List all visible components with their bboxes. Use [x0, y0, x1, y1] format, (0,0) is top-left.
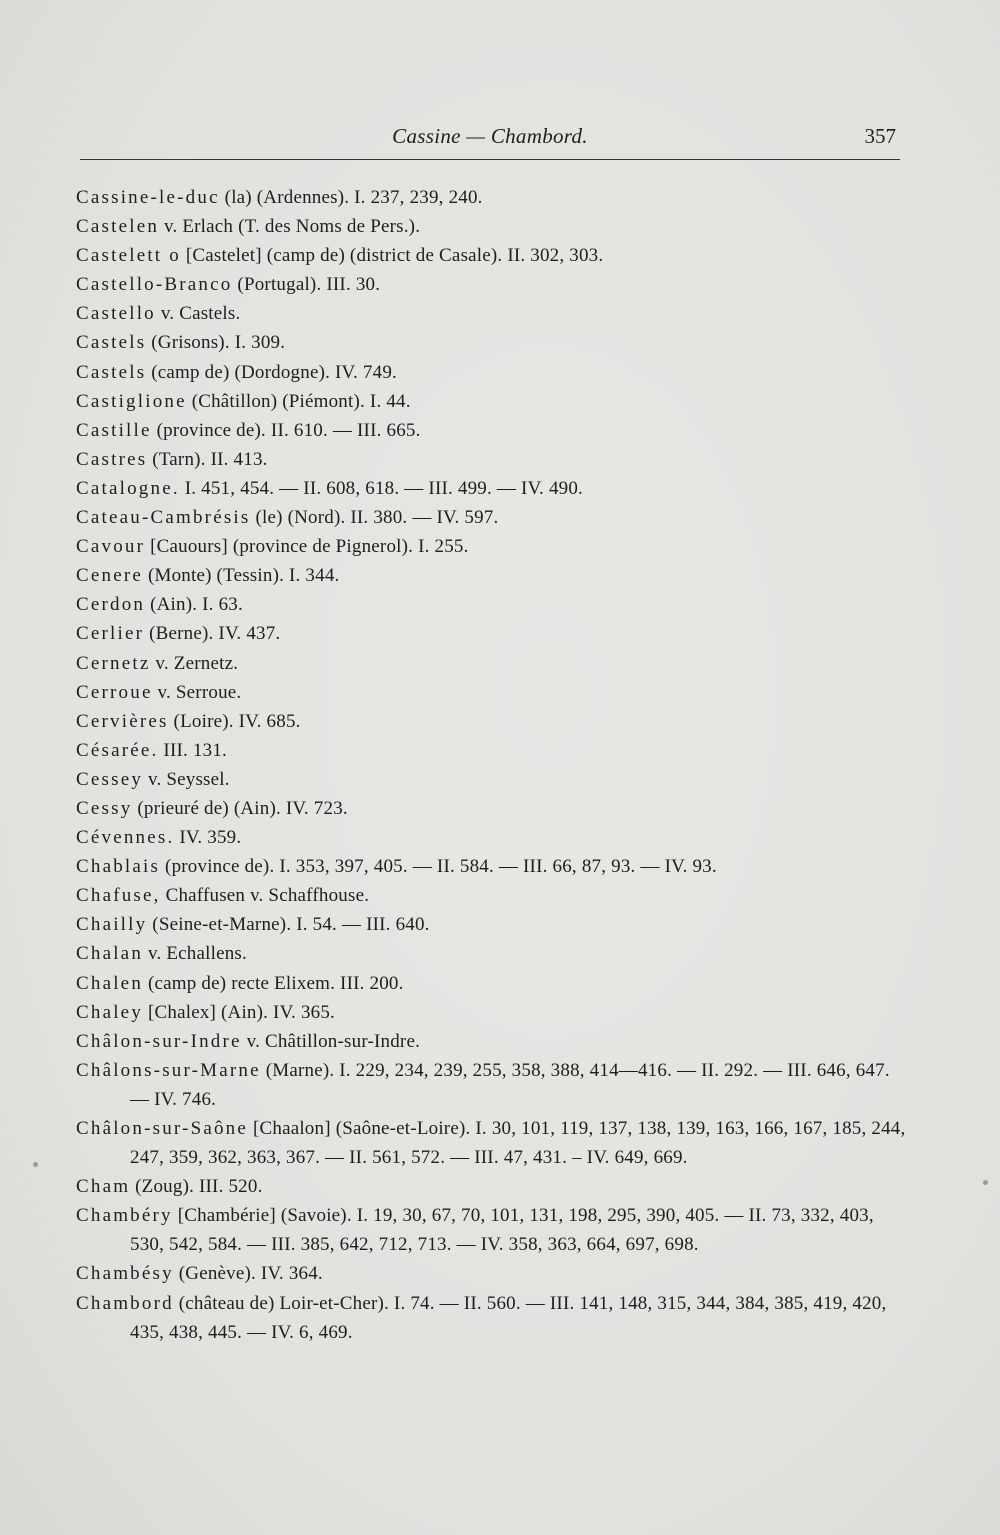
index-entry: [76, 561, 906, 590]
entry-reference: [Chalex] (Ain). IV. 365.: [143, 1001, 336, 1023]
entry-term: Catalogne.: [76, 477, 180, 499]
entry-term: Castels: [76, 332, 147, 354]
entry-reference: (province de). II. 610. — III. 665.: [151, 419, 421, 441]
entry-term: Cateau-Cambrésis: [76, 507, 251, 529]
entry-reference: (Berne). IV. 437.: [144, 623, 281, 645]
index-entry: [76, 241, 906, 270]
entry-term: Castelen: [76, 216, 160, 238]
entry-term: Chambéry: [76, 1205, 173, 1227]
entry-term: Cavour: [76, 536, 146, 558]
entry-reference: v. Châtillon-sur-Indre.: [241, 1030, 421, 1052]
index-entry: [76, 474, 906, 503]
index-entry: [76, 503, 906, 532]
entry-reference: III. 131.: [158, 739, 227, 761]
index-entry: [76, 707, 906, 736]
entry-reference: [Cauours] (province de Pignerol). I. 255.: [145, 536, 469, 558]
entry-reference: (château de) Loir-et-Cher). I. 74. — II. 560. — III. 141, 148, 315, 344, 384, 385, 419, 420, 435, 438, 445. — IV. 6, 469.: [130, 1292, 887, 1343]
index-entry: [76, 183, 906, 212]
entry-reference: v. Zernetz.: [150, 652, 239, 674]
entry-reference: I. 451, 454. — II. 608, 618. — III. 499. — IV. 490.: [179, 477, 583, 499]
header-rule: [80, 159, 900, 160]
index-entry: [76, 1056, 906, 1114]
index-entry: [76, 1027, 906, 1056]
entry-term: Chablais: [76, 856, 161, 878]
entry-term: Chambésy: [76, 1263, 174, 1285]
entry-reference: (Ain). I. 63.: [145, 594, 243, 616]
page-speck: [983, 1180, 988, 1185]
entry-term: Cerroue: [76, 681, 153, 703]
index-entry: [76, 969, 906, 998]
entry-reference: [Chambérie] (Savoie). I. 19, 30, 67, 70, 101, 131, 198, 295, 390, 405. — II. 73, 332, 403, 530, 542, 584. — III. 385, 642, 712, 713. — IV. 358, 363, 664, 697, 698.: [130, 1205, 874, 1256]
entry-reference: (Zoug). III. 520.: [130, 1176, 263, 1198]
entry-reference: v. Serroue.: [152, 681, 242, 703]
index-entry: [76, 1172, 906, 1201]
entry-term: Castello: [76, 303, 156, 325]
entry-term: Chambord: [76, 1292, 174, 1314]
entry-reference: (le) (Nord). II. 380. — IV. 597.: [250, 507, 499, 529]
entry-reference: (Portugal). III. 30.: [232, 274, 381, 296]
page-speck: [33, 1162, 38, 1167]
page-number: 357: [864, 124, 896, 148]
index-entry: [76, 358, 906, 387]
entry-term: Chalen: [76, 972, 144, 994]
entry-reference: (Marne). I. 229, 234, 239, 255, 358, 388, 414—416. — II. 292. — III. 646, 647. — IV. 746.: [130, 1059, 890, 1110]
entry-reference: (la) (Ardennes). I. 237, 239, 240.: [219, 187, 483, 208]
entry-reference: [Castelet] (camp de) (district de Casale). II. 302, 303.: [180, 245, 604, 267]
index-entry: [76, 328, 906, 357]
entry-term: Castres: [76, 448, 148, 470]
entry-reference: v. Erlach (T. des Noms de Pers.).: [159, 216, 421, 238]
entry-term: Châlon-sur-Saône: [76, 1118, 249, 1139]
entry-reference: (province de). I. 353, 397, 405. — II. 584. — III. 66, 87, 93. — IV. 93.: [160, 856, 717, 878]
index-entry: [76, 445, 906, 474]
entry-term: Cham: [76, 1176, 131, 1198]
entry-reference: (prieuré de) (Ain). IV. 723.: [132, 797, 348, 819]
entry-term: Chailly: [76, 914, 148, 936]
entry-reference: (camp de) (Dordogne). IV. 749.: [146, 361, 397, 383]
index-entry: [76, 881, 906, 910]
index-entry: [76, 998, 906, 1027]
entry-reference: Chaffusen v. Schaffhouse.: [160, 885, 370, 907]
entry-term: Châlons-sur-Marne: [76, 1059, 261, 1081]
entry-reference: (camp de) recte Elixem. III. 200.: [143, 972, 404, 994]
entry-term: Chafuse,: [76, 885, 161, 907]
entry-reference: (Châtillon) (Piémont). I. 44.: [186, 390, 411, 412]
entry-term: Cessey: [76, 768, 144, 790]
index-entry: [76, 794, 906, 823]
entry-reference: (Tarn). II. 413.: [147, 448, 268, 470]
page-title: Cassine — Chambord.: [392, 124, 588, 148]
index-entries: [76, 183, 906, 1347]
entry-term: Cenere: [76, 565, 143, 587]
entry-term: Césarée.: [76, 739, 159, 761]
entry-term: Chalan: [76, 943, 144, 965]
index-entry: [76, 765, 906, 794]
index-entry: [76, 416, 906, 445]
entry-term: Chaley: [76, 1001, 144, 1023]
entry-term: Cassine-le-duc: [76, 187, 220, 208]
entry-term: Castelett o: [76, 245, 181, 267]
entry-term: Châlon-sur-Indre: [76, 1030, 242, 1052]
index-entry: [76, 270, 906, 299]
index-entry: [76, 678, 906, 707]
index-entry: [76, 649, 906, 678]
entry-term: Cernetz: [76, 652, 151, 674]
index-entry: [76, 1114, 906, 1172]
index-entry: [76, 852, 906, 881]
entry-reference: (Loire). IV. 685.: [168, 710, 301, 732]
entry-reference: [Chaalon] (Saône-et-Loire). I. 30, 101, 119, 137, 138, 139, 163, 166, 167, 185, 244, 247, 359, 362, 363, 367. — II. 561, 572. — III. 47, 431. – IV. 649, 669.: [130, 1118, 906, 1169]
entry-term: Cervières: [76, 710, 169, 732]
index-entry: [76, 1201, 906, 1259]
entry-term: Castels: [76, 361, 147, 383]
entry-term: Castiglione: [76, 390, 187, 412]
index-entry: [76, 1259, 906, 1288]
index-entry: [76, 387, 906, 416]
entry-reference: (Seine-et-Marne). I. 54. — III. 640.: [147, 914, 430, 936]
entry-term: Cévennes.: [76, 827, 175, 849]
entry-reference: v. Castels.: [155, 303, 241, 325]
entry-reference: v. Echallens.: [143, 943, 247, 965]
entry-term: Cessy: [76, 797, 133, 819]
index-entry: [76, 299, 906, 328]
index-entry: [76, 532, 906, 561]
entry-reference: (Monte) (Tessin). I. 344.: [143, 565, 340, 587]
index-entry: [76, 823, 906, 852]
index-entry: [76, 939, 906, 968]
index-entry: [76, 910, 906, 939]
index-entry: [76, 212, 906, 241]
running-head: [80, 124, 900, 160]
index-entry: [76, 736, 906, 765]
entry-term: Cerlier: [76, 623, 145, 645]
entry-reference: (Grisons). I. 309.: [146, 332, 286, 354]
entry-term: Cerdon: [76, 594, 146, 616]
entry-reference: v. Seyssel.: [143, 768, 230, 790]
entry-term: Castille: [76, 419, 152, 441]
entry-reference: IV. 359.: [174, 827, 242, 849]
index-entry: [76, 619, 906, 648]
entry-term: Castello-Branco: [76, 274, 233, 296]
entry-reference: (Genève). IV. 364.: [173, 1263, 323, 1285]
index-entry: [76, 1289, 906, 1347]
index-entry: [76, 590, 906, 619]
